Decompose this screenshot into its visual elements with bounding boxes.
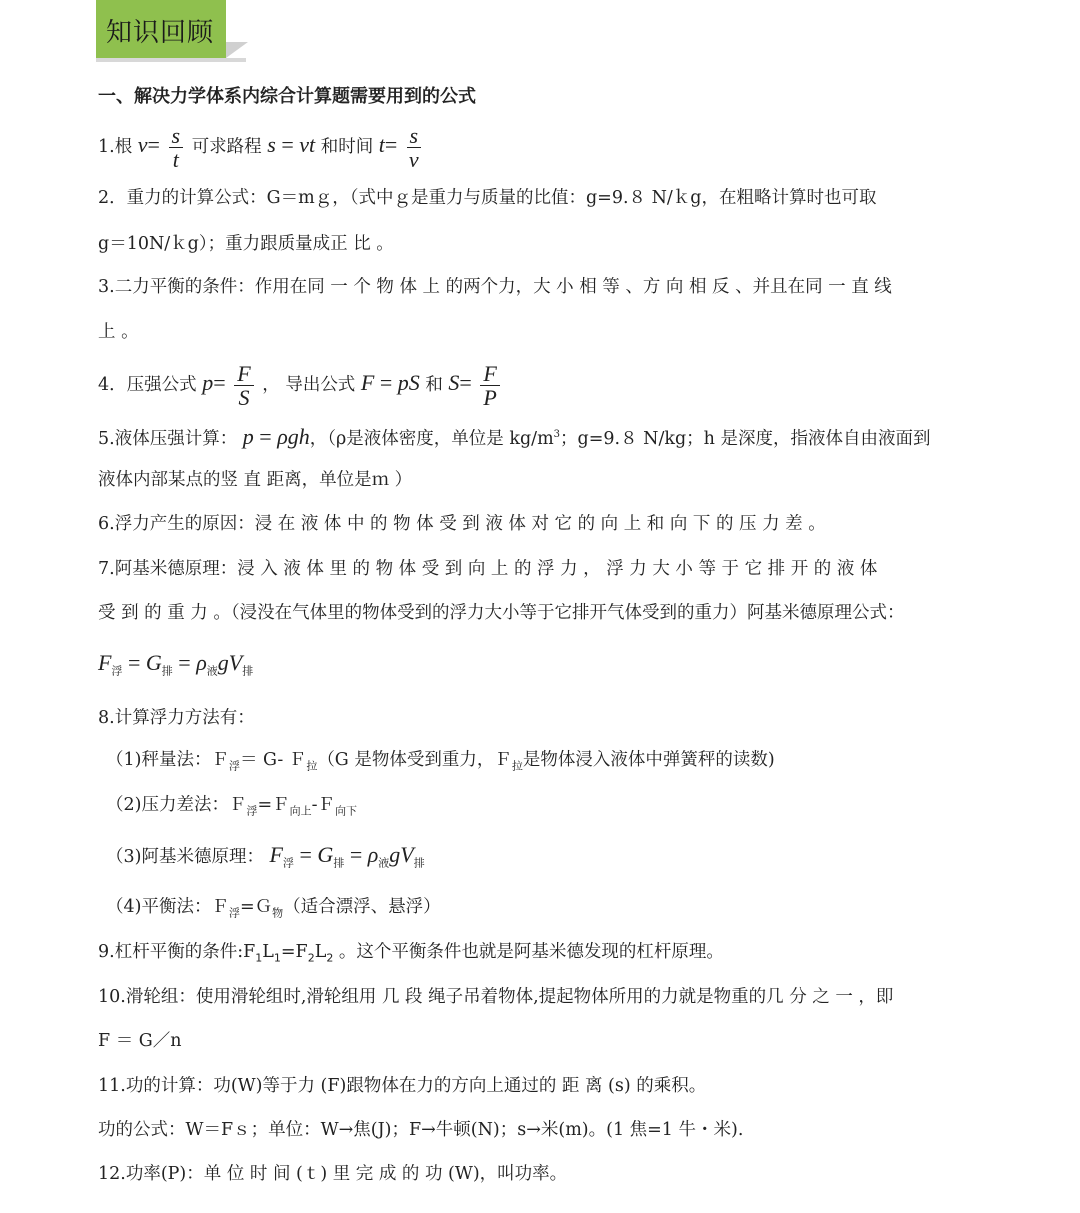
tag-fold [226, 42, 248, 58]
formula-item-7-line-2: 受 到 的 重 力 。（浸没在气体里的物体受到的浮力大小等于它排开气体受到的重力）阿基米德原理公式： [98, 603, 905, 623]
formula-item-2-line-1: 2．重力的计算公式：G＝mｇ，（式中ｇ是重力与质量的比值：g=9.８ N/ｋg，在粗略计算时也可取 [98, 188, 877, 208]
formula-item-1: 1.根 v= $\frac{s}{t}$ 可求路程 s = vt 和时间 t= $\frac{s}{v}$ [98, 124, 425, 171]
method-4: （4)平衡法：Ｆ$_浮$=Ｇ$_物$（适合漂浮、悬浮） [106, 897, 441, 920]
archimedes-formula: $F_浮 = G_排 = \rho_液gV_排$ [98, 650, 254, 678]
formula-item-3-line-1: 3.二力平衡的条件：作用在同 一 个 物 体 上 的两个力，大 小 相 等 、方 向 相 反 、并且在同 一 直 线 [98, 277, 892, 297]
section-tag [96, 0, 252, 62]
formula-item-9: 9.杠杆平衡的条件$:F_1L_1=F_2L_2$ 。这个平衡条件也就是阿基米德发现的杠杆原理。 [98, 942, 724, 965]
formula-item-7-line-1: 7.阿基米德原理：浸 入 液 体 里 的 物 体 受 到 向 上 的 浮 力 ， 浮 力 大 小 等 于 它 排 开 的 液 体 [98, 559, 878, 579]
formula-item-11-line-2: 功的公式：W＝Fｓ；单位：W→焦(J)；F→牛顿(N)；s→米(m)。(1 焦=1 牛・米). [98, 1120, 744, 1140]
section-heading: 一、解决力学体系内综合计算题需要用到的公式 [98, 86, 476, 107]
fraction-f-over-s: $\frac{F}{S}$ [234, 362, 253, 409]
formula-item-10-line-2: F ＝ G／n [98, 1031, 182, 1051]
formula-item-3-line-2: 上 。 [98, 322, 139, 342]
formula-item-11-line-1: 11.功的计算：功(W)等于力 (F)跟物体在力的方向上通过的 距 离 (s) 的乘积。 [98, 1076, 707, 1096]
formula-item-6: 6.浮力产生的原因：浸 在 液 体 中 的 物 体 受 到 液 体 对 它 的 向 上 和 向 下 的 压 力 差 。 [98, 514, 826, 534]
tag-shadow [96, 58, 246, 62]
formula-item-4: 4．压强公式 p= $\frac{F}{S}$ ， 导出公式 F = pS 和 S= $\frac{F}{P}$ [98, 362, 503, 409]
formula-item-5-line-2: 液体内部某点的竖 直 距离，单位是ｍ ） [98, 470, 413, 490]
fraction-f-over-p: $\frac{F}{P}$ [480, 362, 499, 409]
formula-item-8: 8.计算浮力方法有： [98, 708, 255, 728]
method-2: （2)压力差法：Ｆ$_浮$=Ｆ$_{向上}$-Ｆ$_{向下}$ [106, 795, 358, 818]
formula-item-5-line-1: 5.液体压强计算： p = ρgh，（ρ是液体密度，单位是 $kg/m^3$；g=9.８ N/kg；h 是深度，指液体自由液面到 [98, 424, 931, 449]
formula-item-12: 12.功率(P)：单 位 时 间 (ｔ) 里 完 成 的 功 (W)，叫功率。 [98, 1164, 568, 1184]
formula-item-10-line-1: 10.滑轮组：使用滑轮组时,滑轮组用 几 段 绳子吊着物体,提起物体所用的力就是物重的几 分 之 一 ，即 [98, 987, 894, 1007]
method-1: （1)秤量法：Ｆ$_浮$＝ G- Ｆ$_拉$（G 是物体受到重力，Ｆ$_拉$是物体浸入液体中弹簧秤的读数) [106, 750, 775, 773]
fraction-s-over-t: $\frac{s}{t}$ [169, 124, 184, 171]
tag-title: 知识回顾 [106, 18, 215, 48]
fraction-s-over-v: $\frac{s}{v}$ [406, 124, 422, 171]
method-3: （3)阿基米德原理： $F_浮 = G_排 = \rho_液gV_排$ [106, 842, 425, 870]
formula-item-2-line-2: g＝10N/ｋg）；重力跟质量成正 比 。 [98, 234, 394, 254]
